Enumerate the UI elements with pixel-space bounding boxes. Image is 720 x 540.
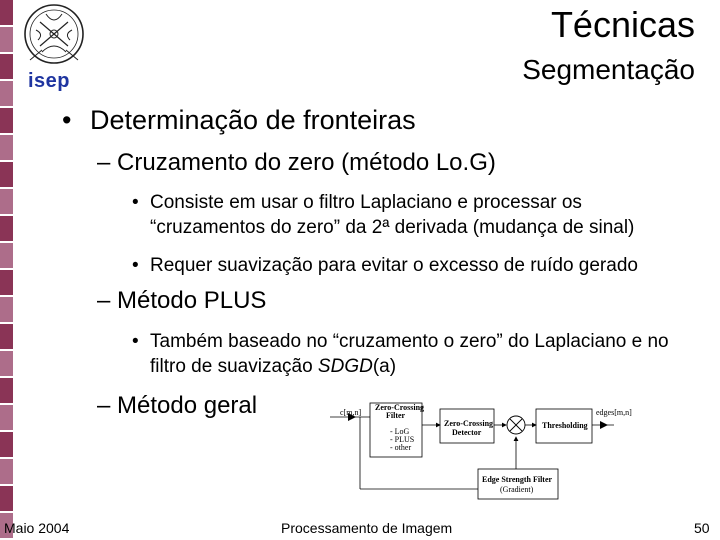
bullet-dot-icon: •	[132, 331, 139, 352]
bullet-dot-icon: •	[132, 255, 139, 276]
strip-square	[0, 162, 13, 187]
bullet-level1	[62, 105, 416, 136]
threshold-label: Thresholding	[542, 421, 588, 430]
bullet-text: Método PLUS	[117, 287, 267, 314]
strip-square	[0, 54, 13, 79]
edge-filter-subtitle: (Gradient)	[500, 485, 534, 494]
italic-term: SDGD	[317, 356, 373, 377]
strip-square	[0, 27, 13, 52]
detector-title: Zero-Crossing	[444, 419, 494, 428]
strip-square	[0, 405, 13, 430]
isep-logo	[18, 0, 90, 92]
bullet-text: Cruzamento do zero (método Lo.G)	[117, 149, 496, 176]
slide-title: Técnicas	[550, 4, 695, 45]
bullet-text-line: filtro de suavização SDGD(a)	[150, 356, 397, 377]
strip-square	[0, 135, 13, 160]
filter-option-other: - other	[390, 443, 412, 452]
bullet-level3-smoothing	[132, 253, 638, 278]
strip-square	[0, 243, 13, 268]
page-number: 50	[694, 520, 710, 536]
footer-date: Maio 2004	[4, 520, 70, 536]
bullet-dot-icon: •	[132, 192, 139, 213]
strip-square	[0, 108, 13, 133]
logo-emblem-icon	[18, 0, 90, 70]
strip-square	[0, 459, 13, 484]
strip-square	[0, 486, 13, 511]
filter-option-log: - LoG	[390, 427, 410, 436]
filter-title: Zero-Crossing	[375, 403, 425, 412]
edge-filter-title: Edge Strength Filter	[482, 475, 553, 484]
dash-marker: –	[97, 392, 118, 419]
bullet-level3-plus-detail	[132, 329, 669, 379]
bullet-level2-plus	[97, 287, 266, 315]
strip-square	[0, 378, 13, 403]
strip-square	[0, 270, 13, 295]
bullet-dot-icon: •	[62, 105, 72, 135]
strip-square	[0, 297, 13, 322]
edge-detection-diagram	[330, 397, 650, 507]
filter-option-plus: - PLUS	[390, 435, 415, 444]
diagram-input-label: c[m,n]	[340, 408, 362, 417]
dash-marker: –	[97, 149, 118, 176]
detector-subtitle: Detector	[452, 428, 482, 437]
decorative-strip	[0, 0, 13, 540]
bullet-level2-general	[97, 392, 257, 420]
filter-subtitle: Filter	[386, 411, 406, 420]
strip-square	[0, 81, 13, 106]
bullet-level2-zero-crossing	[97, 149, 496, 177]
strip-square	[0, 216, 13, 241]
footer-title: Processamento de Imagem	[281, 520, 453, 536]
strip-square	[0, 0, 13, 25]
bullet-text: Método geral	[117, 392, 258, 419]
strip-square	[0, 432, 13, 457]
strip-square	[0, 189, 13, 214]
bullet-text-line: Também baseado no “cruzamento o zero” do Laplaciano e no	[150, 331, 669, 352]
bullet-text-line: Requer suavização para evitar o excesso de ruído gerado	[150, 255, 638, 276]
bullet-level3-laplacian	[132, 190, 635, 240]
logo-text: isep	[28, 70, 71, 92]
bullet-text: Determinação de fronteiras	[90, 105, 416, 135]
bullet-text-line: “cruzamentos do zero” da 2ª derivada (mudança de sinal)	[150, 217, 635, 238]
bullet-text-line: Consiste em usar o filtro Laplaciano e processar os	[150, 192, 582, 213]
strip-square	[0, 351, 13, 376]
slide-subtitle: Segmentação	[522, 54, 695, 85]
diagram-output-label: edges[m,n]	[596, 408, 632, 417]
dash-marker: –	[97, 287, 118, 314]
strip-square	[0, 324, 13, 349]
